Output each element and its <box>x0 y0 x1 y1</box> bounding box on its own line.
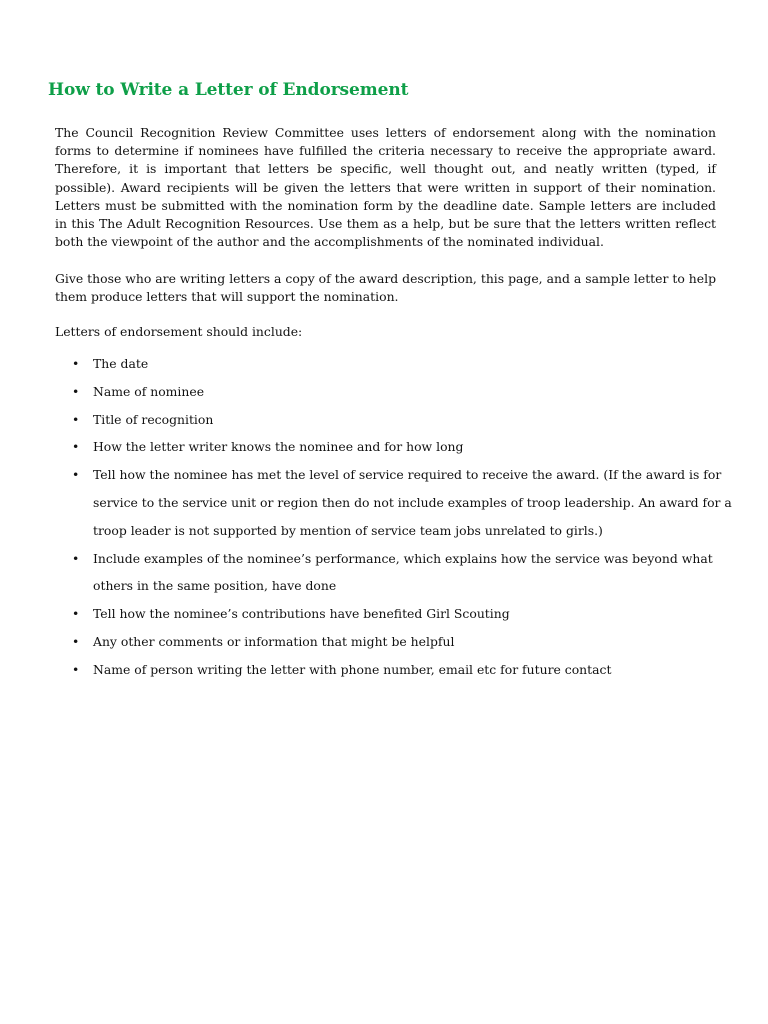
list-item-text: Name of person writing the letter with phone number, email etc for future contact <box>93 661 612 677</box>
list-item-text: Tell how the nominee has met the level of service required to receive the award. (If the award is for service to the service unit or region then do not include examples of troop leadership. An award for a troop leader is not supported by mention of service team jobs unrelated to girls.) <box>93 467 732 538</box>
list-item <box>55 406 735 434</box>
list-item <box>55 545 735 601</box>
bullet-icon: • <box>72 411 80 427</box>
bullet-icon: • <box>72 383 80 399</box>
list-item <box>55 378 735 406</box>
list-item <box>55 628 735 656</box>
list-item <box>55 350 735 378</box>
bullet-icon: • <box>72 467 80 483</box>
list-item <box>55 433 735 461</box>
list-item-text: Include examples of the nominee’s performance, which explains how the service was beyond what others in the same position, have done <box>93 550 713 594</box>
list-item <box>55 600 735 628</box>
bullet-icon: • <box>72 633 80 649</box>
list-item-text: How the letter writer knows the nominee and for how long <box>93 439 464 455</box>
list-item <box>55 656 735 684</box>
list-item <box>55 461 735 544</box>
bullet-icon: • <box>72 550 80 566</box>
bullet-icon: • <box>72 356 80 371</box>
endorsement-checklist <box>55 350 735 684</box>
intro-paragraph: The Council Recognition Review Committee uses letters of endorsement along with the nomination forms to determine if nominees have fulfilled the criteria necessary to receive the appropriate award. Therefore, it is important that letters be specific, well thought out, and neatly written (typed, if possible). Award recipients will be given the letters that were written in support of their nomination. Letters must be submitted with the nomination form by the deadline date. Sample letters are included in this The Adult Recognition Resources. Use them as a help, but be sure that the letters written reflect both the viewpoint of the author and the accomplishments of the nominated individual. <box>55 125 716 250</box>
list-item-text: Tell how the nominee’s contributions have benefited Girl Scouting <box>93 606 510 622</box>
list-item-text: The date <box>93 356 149 371</box>
guidance-paragraph: Give those who are writing letters a copy of the award description, this page, and a sample letter to help them produce letters that will support the nomination. <box>55 271 716 305</box>
bullet-icon: • <box>72 439 80 455</box>
bullet-icon: • <box>72 606 80 622</box>
list-item-text: Name of nominee <box>93 383 205 399</box>
page-title: How to Write a Letter of Endorsement <box>48 80 409 100</box>
list-intro: Letters of endorsement should include: <box>55 324 303 339</box>
list-item-text: Title of recognition <box>93 411 214 427</box>
bullet-icon: • <box>72 661 80 677</box>
list-item-text: Any other comments or information that might be helpful <box>93 633 455 649</box>
